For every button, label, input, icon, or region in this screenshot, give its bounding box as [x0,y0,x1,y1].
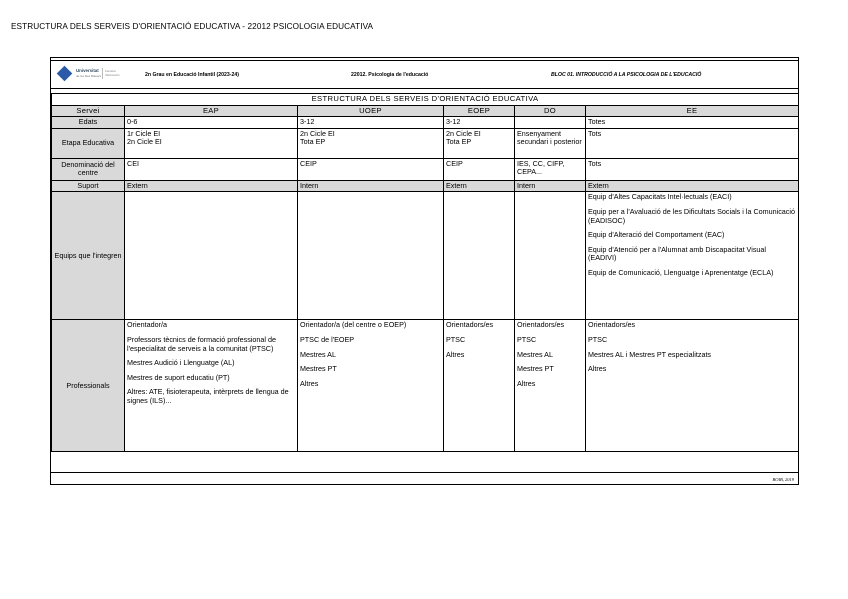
cell-line: Mestres Audició i Llenguatge (AL) [127,358,235,368]
page-frame [50,57,799,485]
document-header [51,61,798,88]
table-cell [444,128,515,158]
cell-line: Ensenyament secundari i posterior [517,128,582,147]
cell-line: Equip de Comunicació, Llenguatge i Aprenentatge (ECLA) [588,267,774,277]
cell-line: Altres [517,378,536,388]
table-cell [298,180,444,192]
table-cell [125,320,298,452]
cell-line: Extern [127,180,148,190]
table-cell [125,117,298,129]
cell-line: 1r Cicle EI [127,128,161,138]
table-cell [444,180,515,192]
table-row [52,128,799,158]
table-cell [515,192,586,320]
table-cell [586,128,799,158]
cell-line: Tota EP [300,137,326,147]
table-cell [298,192,444,320]
table-title: ESTRUCTURA DELS SERVEIS D'ORIENTACIÓ EDUCATIVA [52,94,799,106]
cell-line: Tota EP [446,137,472,147]
table-row [52,192,799,320]
table-row [52,158,799,180]
cell-line: 3-12 [446,117,461,127]
table-row [52,320,799,452]
cell-line: PTSC [446,334,466,344]
row-label: Suport [52,180,125,192]
cell-line: Mestres PT [300,364,337,374]
cell-line: Orientadors/es [517,320,565,330]
cell-line: Tots [588,128,602,138]
table-cell [125,192,298,320]
cell-line: Mestres PT [517,364,554,374]
table-cell [298,158,444,180]
cell-line: Extern [446,180,467,190]
cell-line: Equip d'Altes Capacitats Intel·lectuals (EACI) [588,192,732,202]
column-header-row [52,105,799,117]
footer-source: BOIB, 2019 [772,477,794,482]
cell-line: Orientadors/es [446,320,494,330]
logo-divider [102,68,103,79]
table-row [52,117,799,129]
cell-line: PTSC de l'EOEP [300,334,355,344]
table-cell [444,320,515,452]
table-cell [515,320,586,452]
column-header-do: DO [515,105,586,117]
table-row [52,180,799,192]
cell-line: IES, CC, CIFP, CEPA... [517,158,565,177]
column-header-eap: EAP [125,105,298,117]
column-header-eoep: EOEP [444,105,515,117]
column-header-uoep: UOEP [298,105,444,117]
cell-line: Equip d'Atenció per a l'Alumnat amb Discapacitat Visual (EADIVI) [588,244,767,263]
header-subject: 22012. Psicologia de l'educació [351,72,429,78]
university-logo [59,67,120,81]
row-label: Edats [52,117,125,129]
table-cell [298,128,444,158]
logo-text: Universitat [76,68,99,73]
cell-line: 2n Cicle EI [300,128,335,138]
row-label: Denominació del centre [52,158,125,180]
header-course: 2n Grau en Educació Infantil (2023-24) [145,72,239,78]
cell-line: 3-12 [300,117,315,127]
table-cell [586,180,799,192]
table-cell [586,158,799,180]
cell-line: 0-6 [127,117,138,127]
cell-line: Equip per a l'Avaluació de les Dificultats Socials i la Comunicació (EADISOC) [588,206,795,225]
table-cell [586,117,799,129]
table-cell [298,117,444,129]
table-cell [515,128,586,158]
table-cell [444,158,515,180]
cell-line: PTSC [588,334,608,344]
cell-line: CEIP [446,158,463,168]
cell-line: Altres [446,349,465,359]
header-bloc: BLOC 01. INTRODUCCIÓ A LA PSICOLOGIA DE L'EDUCACIÓ [551,72,702,78]
cell-line: Intern [300,180,319,190]
cell-line: Orientador/a [127,320,167,330]
cell-line: Orientador/a (del centre o EOEP) [300,320,407,330]
cell-line: Totes [588,117,606,127]
cell-line: Mestres AL [517,349,553,359]
cell-line: CEI [127,158,139,168]
table-cell [586,320,799,452]
cell-line: PTSC [517,334,537,344]
cell-line: Orientadors/es [588,320,636,330]
table-cell [125,158,298,180]
table-body [52,117,799,452]
cell-line: Altres [300,378,319,388]
footer-rule [51,472,798,473]
table-cell [515,117,586,129]
cell-line: 2n Cicle EI [127,137,162,147]
logo-faculty: Facultat d'Educació [105,69,120,77]
row-label: Etapa Educativa [52,128,125,158]
table-cell [125,180,298,192]
cell-line: Professors tècnics de formació professional de l'especialitat de serveis a la comunitat (PTSC) [127,334,277,353]
cell-line: Altres [588,364,607,374]
row-label: Professionals [52,320,125,452]
table-cell [515,180,586,192]
column-header-ee: EE [586,105,799,117]
column-header-servei: Servei [52,105,125,117]
cell-line: Equip d'Alteració del Comportament (EAC) [588,230,725,240]
services-table [51,93,799,452]
table-cell [515,158,586,180]
cell-line: Altres: ATE, fisioterapeuta, intèrprets de llengua de signes (ILS)... [127,387,289,405]
cell-line: Mestres AL [300,349,336,359]
table-cell [586,192,799,320]
cell-line: Intern [517,180,536,190]
table-cell [444,192,515,320]
header-rule [51,88,798,89]
table-cell [125,128,298,158]
document-title: ESTRUCTURA DELS SERVEIS D'ORIENTACIÓ EDUCATIVA - 22012 PSICOLOGIA EDUCATIVA [11,22,374,31]
cell-line: Extern [588,180,609,190]
table-cell [444,117,515,129]
table-cell [298,320,444,452]
logo-diamond-icon [57,66,73,82]
cell-line: 2n Cicle EI [446,128,481,138]
logo-subtext: de les Illes Balears [76,74,102,78]
cell-line: CEIP [300,158,317,168]
row-label: Equips que l'integren [52,192,125,320]
cell-line: Mestres AL i Mestres PT especialitzats [588,349,712,359]
cell-line: Tots [588,158,602,168]
cell-line: Mestres de suport educatiu (PT) [127,372,230,382]
